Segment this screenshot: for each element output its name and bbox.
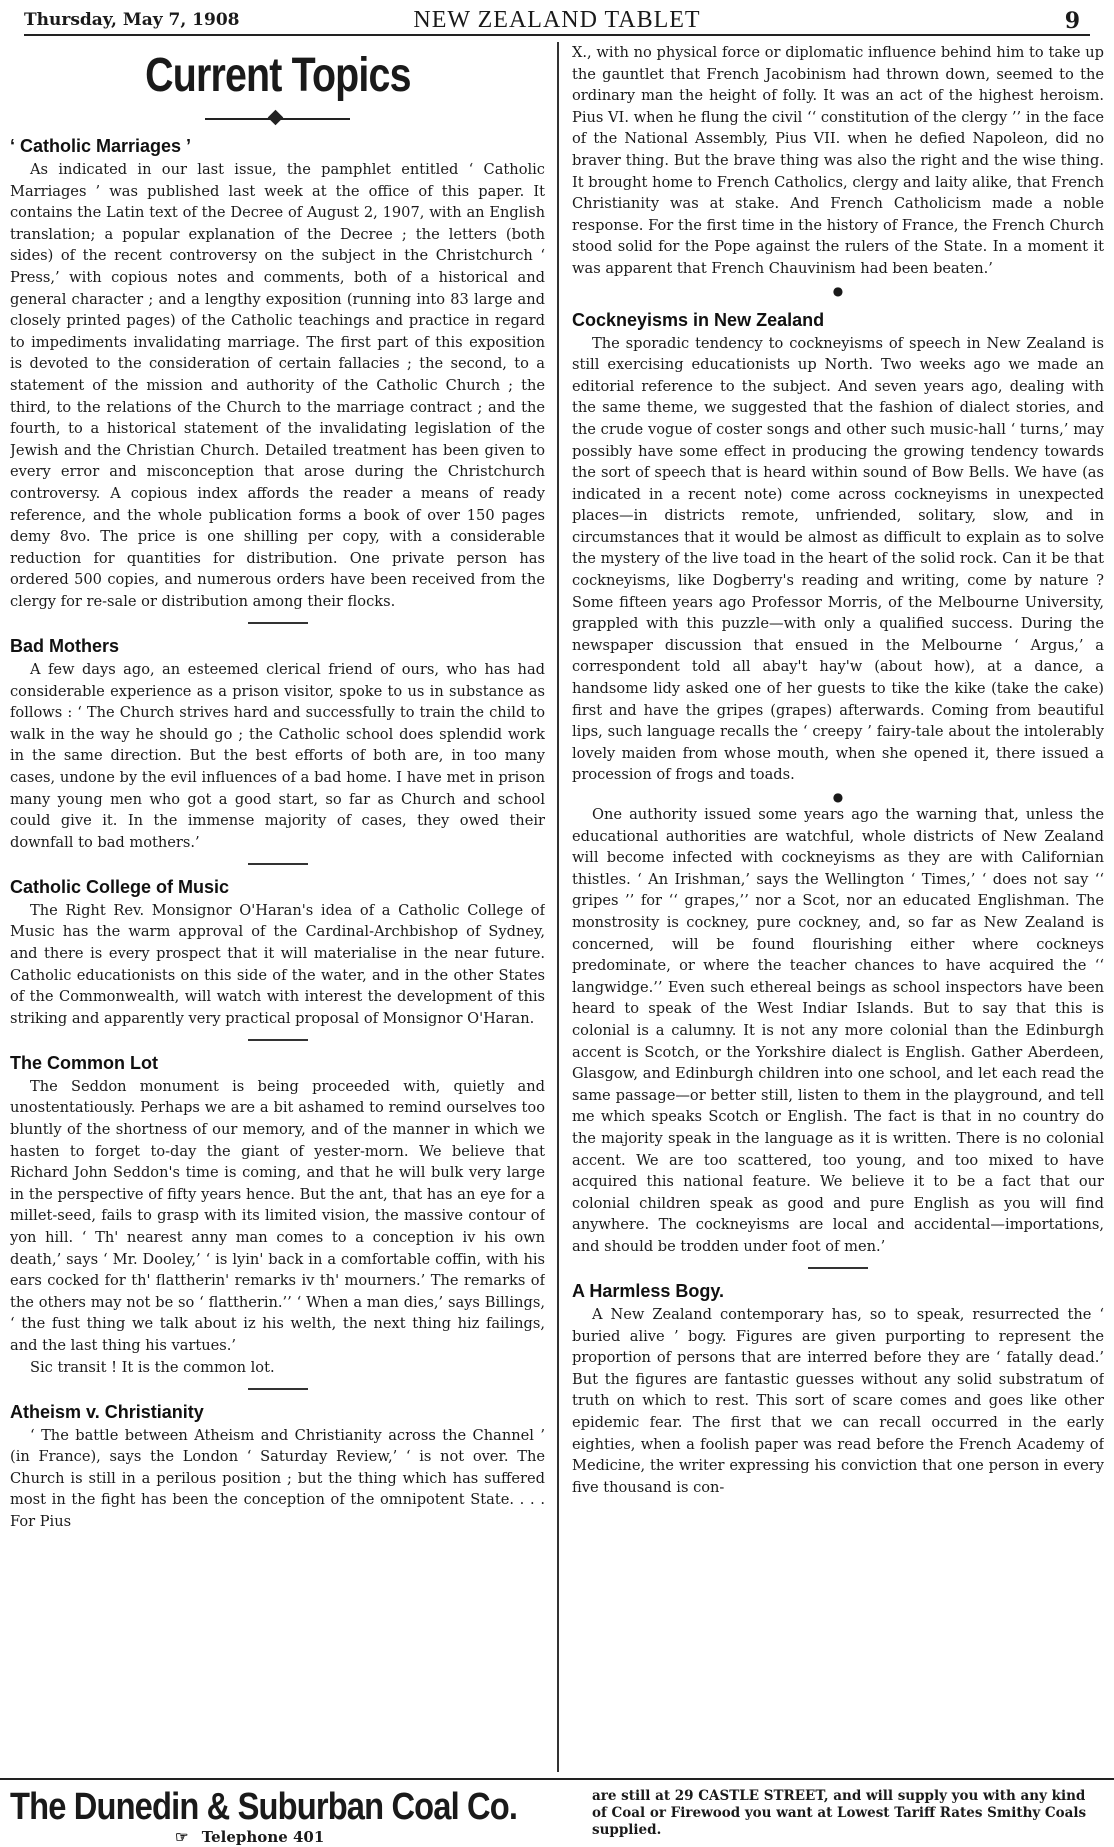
- article-heading: Cockneyisms in New Zealand: [572, 309, 825, 330]
- article-heading: A Harmless Bogy.: [572, 1280, 725, 1301]
- right-column: [572, 42, 1104, 1772]
- masthead-title: Current Topics: [144, 49, 411, 102]
- article-heading: Catholic College of Music: [10, 876, 230, 897]
- telephone-line: [175, 1828, 324, 1846]
- article-paragraph: One authority issued some years ago the warning that, unless the educational authorities are watchful, whole districts of New Zealand will become infected with cockneyisms as they are with Californian thistles. ‘ An Irishman,’ says the Wellington ‘ Times,’ ‘ does not say ‘‘ gripes ’’ for ‘‘ grapes,’’ nor a Scot, nor an educated Englishman. The monstrosity is cockney, pure cockney, and, so far as New Zealand is concerned, will be found flourishing either where cockneys predominate, or where the teacher chances to have acquired the ‘‘ langwidge.’’ Even such ethereal beings as school inspectors have been heard to speak of the West Indiar Islands. But to say that this is colonial is a calumny. It is not any more colonial than the Edinburgh accent is Scotch, or the Yorkshire dialect is English. Gather Aberdeen, Glasgow, and Edinburgh children into one school, and let each read the same passage—or better still, listen to them in the playground, and tell me which speaks Scotch or English. The fact is that in no country do the majority speak in the language as it is written. There is no colonial accent. We are too scattered, too young, and too mixed to have acquired this national feature. We believe it to be a fact that our colonial children speak as good and pure English as you will find anywhere. The cockneyisms are local and accidental—importations, and should be trodden under foot of men.’: [572, 806, 1104, 1255]
- article-paragraph: The sporadic tendency to cockneyisms of speech in New Zealand is still exercising educationists up North. Two weeks ago we made an editorial reference to the subject. And seven years ago, dealing with the same theme, we suggested that the fashion of dialect stories, and the crude vogue of coster songs and other such music-hall ‘ turns,’ may possibly have some effect in producing the growing tendency towards the sort of speech that is heard within sound of Bow Bells. We have (as indicated in a recent note) come across cockneyisms in unexpected places—in districts remote, unfriended, solitary, slow, and in circumstances that it would be almost as difficult to explain as to solve the mystery of the live toad in the heart of the solid rock. Can it be that cockneyisms, like Dogberry's reading and writing, come by nature ? Some fifteen years ago Professor Morris, of the Melbourne University, grappled with this puzzle—with only a qualified success. During the newspaper discussion that ensued in the Melbourne ‘ Argus,’ a correspondent told all abay't hay'w (about how), at a dance, a handsome lidy asked one of her guests to tike the kike (take the cake) first and have the gripes (grapes) afterwards. Coming from beautiful lips, such language recalls the ‘ creepy ’ fairy-tale about the intolerably lovely maiden from whose mouth, when she opened it, there issued a procession of frogs and toads.: [572, 334, 1104, 784]
- section-divider: [248, 622, 308, 624]
- left-column: [10, 42, 545, 1772]
- page-number: 9: [1064, 8, 1080, 34]
- article-catholic-marriages: [10, 136, 545, 624]
- article-heading: ‘ Catholic Marriages ’: [10, 136, 192, 156]
- publication-title: NEW ZEALAND TABLET: [413, 7, 701, 33]
- article-paragraph: A New Zealand contemporary has, so to speak, resurrected the ‘ buried alive ’ bogy. Figures are given purporting to represent the proportion of persons that are interred before they are ‘ fatally dead.’ But the figures are fantastic guesses without any solid substratum of truth on which to rest. This sort of scare comes and goes like other epidemic fear. The first that we can recall occurred in the early eighties, when a foolish paper was read before the French Academy of Medicine, the writer expressing his conviction that one person in every five thousand is con-: [572, 1305, 1104, 1496]
- column-divider: [557, 42, 559, 1772]
- issue-date: Thursday, May 7, 1908: [24, 10, 240, 30]
- article-continuation: [572, 42, 1104, 298]
- article-cockneyisms: [572, 310, 1104, 1269]
- article-heading: Atheism v. Christianity: [10, 1401, 204, 1422]
- article-atheism-v-christianity: [10, 1402, 545, 1533]
- article-catholic-college-of-music: [10, 877, 545, 1041]
- continued-paragraph: X., with no physical force or diplomatic influence behind him to take up the gauntlet that French Jacobinism had thrown down, seemed to the ordinary man the height of folly. It was an act of the highest heroism. Pius VI. when he flung the civil ‘‘ constitution of the clergy ’’ in the face of the National Assembly, Pius VII. when he defied Napoleon, did no braver thing. But the brave thing was also the right and the wise thing. It brought home to French Catholics, clergy and laity alike, that French Christianity was at stake. And French Catholicism made a noble response. For the first time in the history of France, the French Church stood solid for the Pope against the rulers of the State. In a moment it was apparent that French Chauvinism had been beaten.’: [572, 44, 1104, 277]
- masthead: [10, 48, 545, 124]
- article-bad-mothers: [10, 636, 545, 865]
- telephone-label: Telephone: [201, 1828, 288, 1846]
- advertisement-text: are still at 29 CASTLE STREET, and will supply you with any kind of Coal or Firewood you want at Lowest Tariff Rates Smithy Coals supplied.: [592, 1788, 1087, 1838]
- article-a-harmless-bogy: [572, 1281, 1104, 1498]
- section-divider: [248, 863, 308, 865]
- star-ornament-icon: ●: [832, 790, 844, 804]
- article-paragraph: As indicated in our last issue, the pamphlet entitled ‘ Catholic Marriages ’ was published last week at the office of this paper. It contains the Latin text of the Decree of August 2, 1907, with an English translation; a popular explanation of the Decree ; the letters (both sides) of the recent controversy on the subject in the Christchurch ‘ Press,’ with copious notes and comments, both of a historical and general character ; and a lengthy exposition (running into 83 large and closely printed pages) of the Catholic teachings and practice in regard to impediments invalidating marriage. The first part of this exposition is devoted to the consideration of certain fallacies ; the second, to a statement of the mission and authority of the Catholic Church ; the third, to the relations of the Church to the marriage contract ; and the fourth, to a historical statement of the invalidating legislation of the Jewish and the Christian Church. Detailed treatment has been given to every error and misconception that arose during the Christchurch controversy. A copious index affords the reader a means of ready reference, and the whole publication forms a book of over 150 pages demy 8vo. The price is one shilling per copy, with a considerable reduction for quantities for distribution. One private person has ordered 500 copies, and numerous orders have been received from the clergy for re-sale or distribution among their flocks.: [10, 161, 545, 610]
- article-paragraph: ‘ The battle between Atheism and Christianity across the Channel ’ (in France), says the London ‘ Saturday Review,’ ‘ is not over. The Church is still in a perilous position ; but the thing which has suffered most in the fight has been the conception of the omnipotent State. . . . For Pius: [10, 1426, 545, 1531]
- page-header: [24, 4, 1090, 36]
- telephone-number: 401: [293, 1828, 325, 1846]
- advertisement-banner: [0, 1778, 1114, 1847]
- diamond-ornament-icon: [268, 110, 284, 126]
- article-heading: Bad Mothers: [10, 635, 120, 656]
- article-the-common-lot: [10, 1053, 545, 1390]
- article-paragraph: Sic transit ! It is the common lot.: [30, 1358, 275, 1376]
- article-paragraph: The Seddon monument is being proceeded with, quietly and unostentatiously. Perhaps we are a bit ashamed to remind ourselves too bluntly of the shortness of our memory, and of the manner in which we hasten to forget to-day the giant of yester-morn. We believe that Richard John Seddon's time is coming, and that he will bulk very large in the perspective of fifty years hence. But the ant, that has an eye for a millet-seed, fails to grasp with its limited vision, the massive contour of yon hill. ‘ Th' nearest anny man comes to a conception iv his own death,’ says ‘ Mr. Dooley,’ ‘ is lyin' back in a comfortable coffin, with his ears cocked for th' flattherin' remarks iv th' mourners.’ The remarks of the others may not be so ‘ flattherin.’’ ‘ When a man dies,’ says Billings, ‘ the fust thing we talk about iz his welth, the next thing hiz failings, and the last thing his vartues.’: [10, 1077, 545, 1354]
- article-paragraph: A few days ago, an esteemed clerical friend of ours, who has had considerable experience as a prison visitor, spoke to us in substance as follows : ‘ The Church strives hard and successfully to train the child to walk in the way he should go ; the Catholic school does splendid work in the same direction. But the best efforts of both are, in too many cases, undone by the evil influences of a bad home. I have met in prison many young men who got a good start, so far as Church and school could give it. In the immense majority of cases, they owed their downfall to bad mothers.’: [10, 660, 545, 851]
- section-divider: [808, 1267, 868, 1269]
- section-divider: [248, 1039, 308, 1041]
- article-paragraph: The Right Rev. Monsignor O'Haran's idea of a Catholic College of Music has the warm approval of the Cardinal-Archbishop of Sydney, and there is every prospect that it will materialise in the near future. Catholic educationists on this side of the water, and in the other States of the Commonwealth, will watch with interest the development of this striking and apparently very practical proposal of Monsignor O'Haran.: [10, 901, 545, 1027]
- advertiser-name: The Dunedin & Suburban Coal Co.: [10, 1786, 518, 1828]
- article-heading: The Common Lot: [10, 1052, 158, 1073]
- section-divider: [248, 1388, 308, 1390]
- star-ornament-icon: ●: [832, 283, 844, 298]
- pointing-hand-icon: ☞: [175, 1828, 189, 1846]
